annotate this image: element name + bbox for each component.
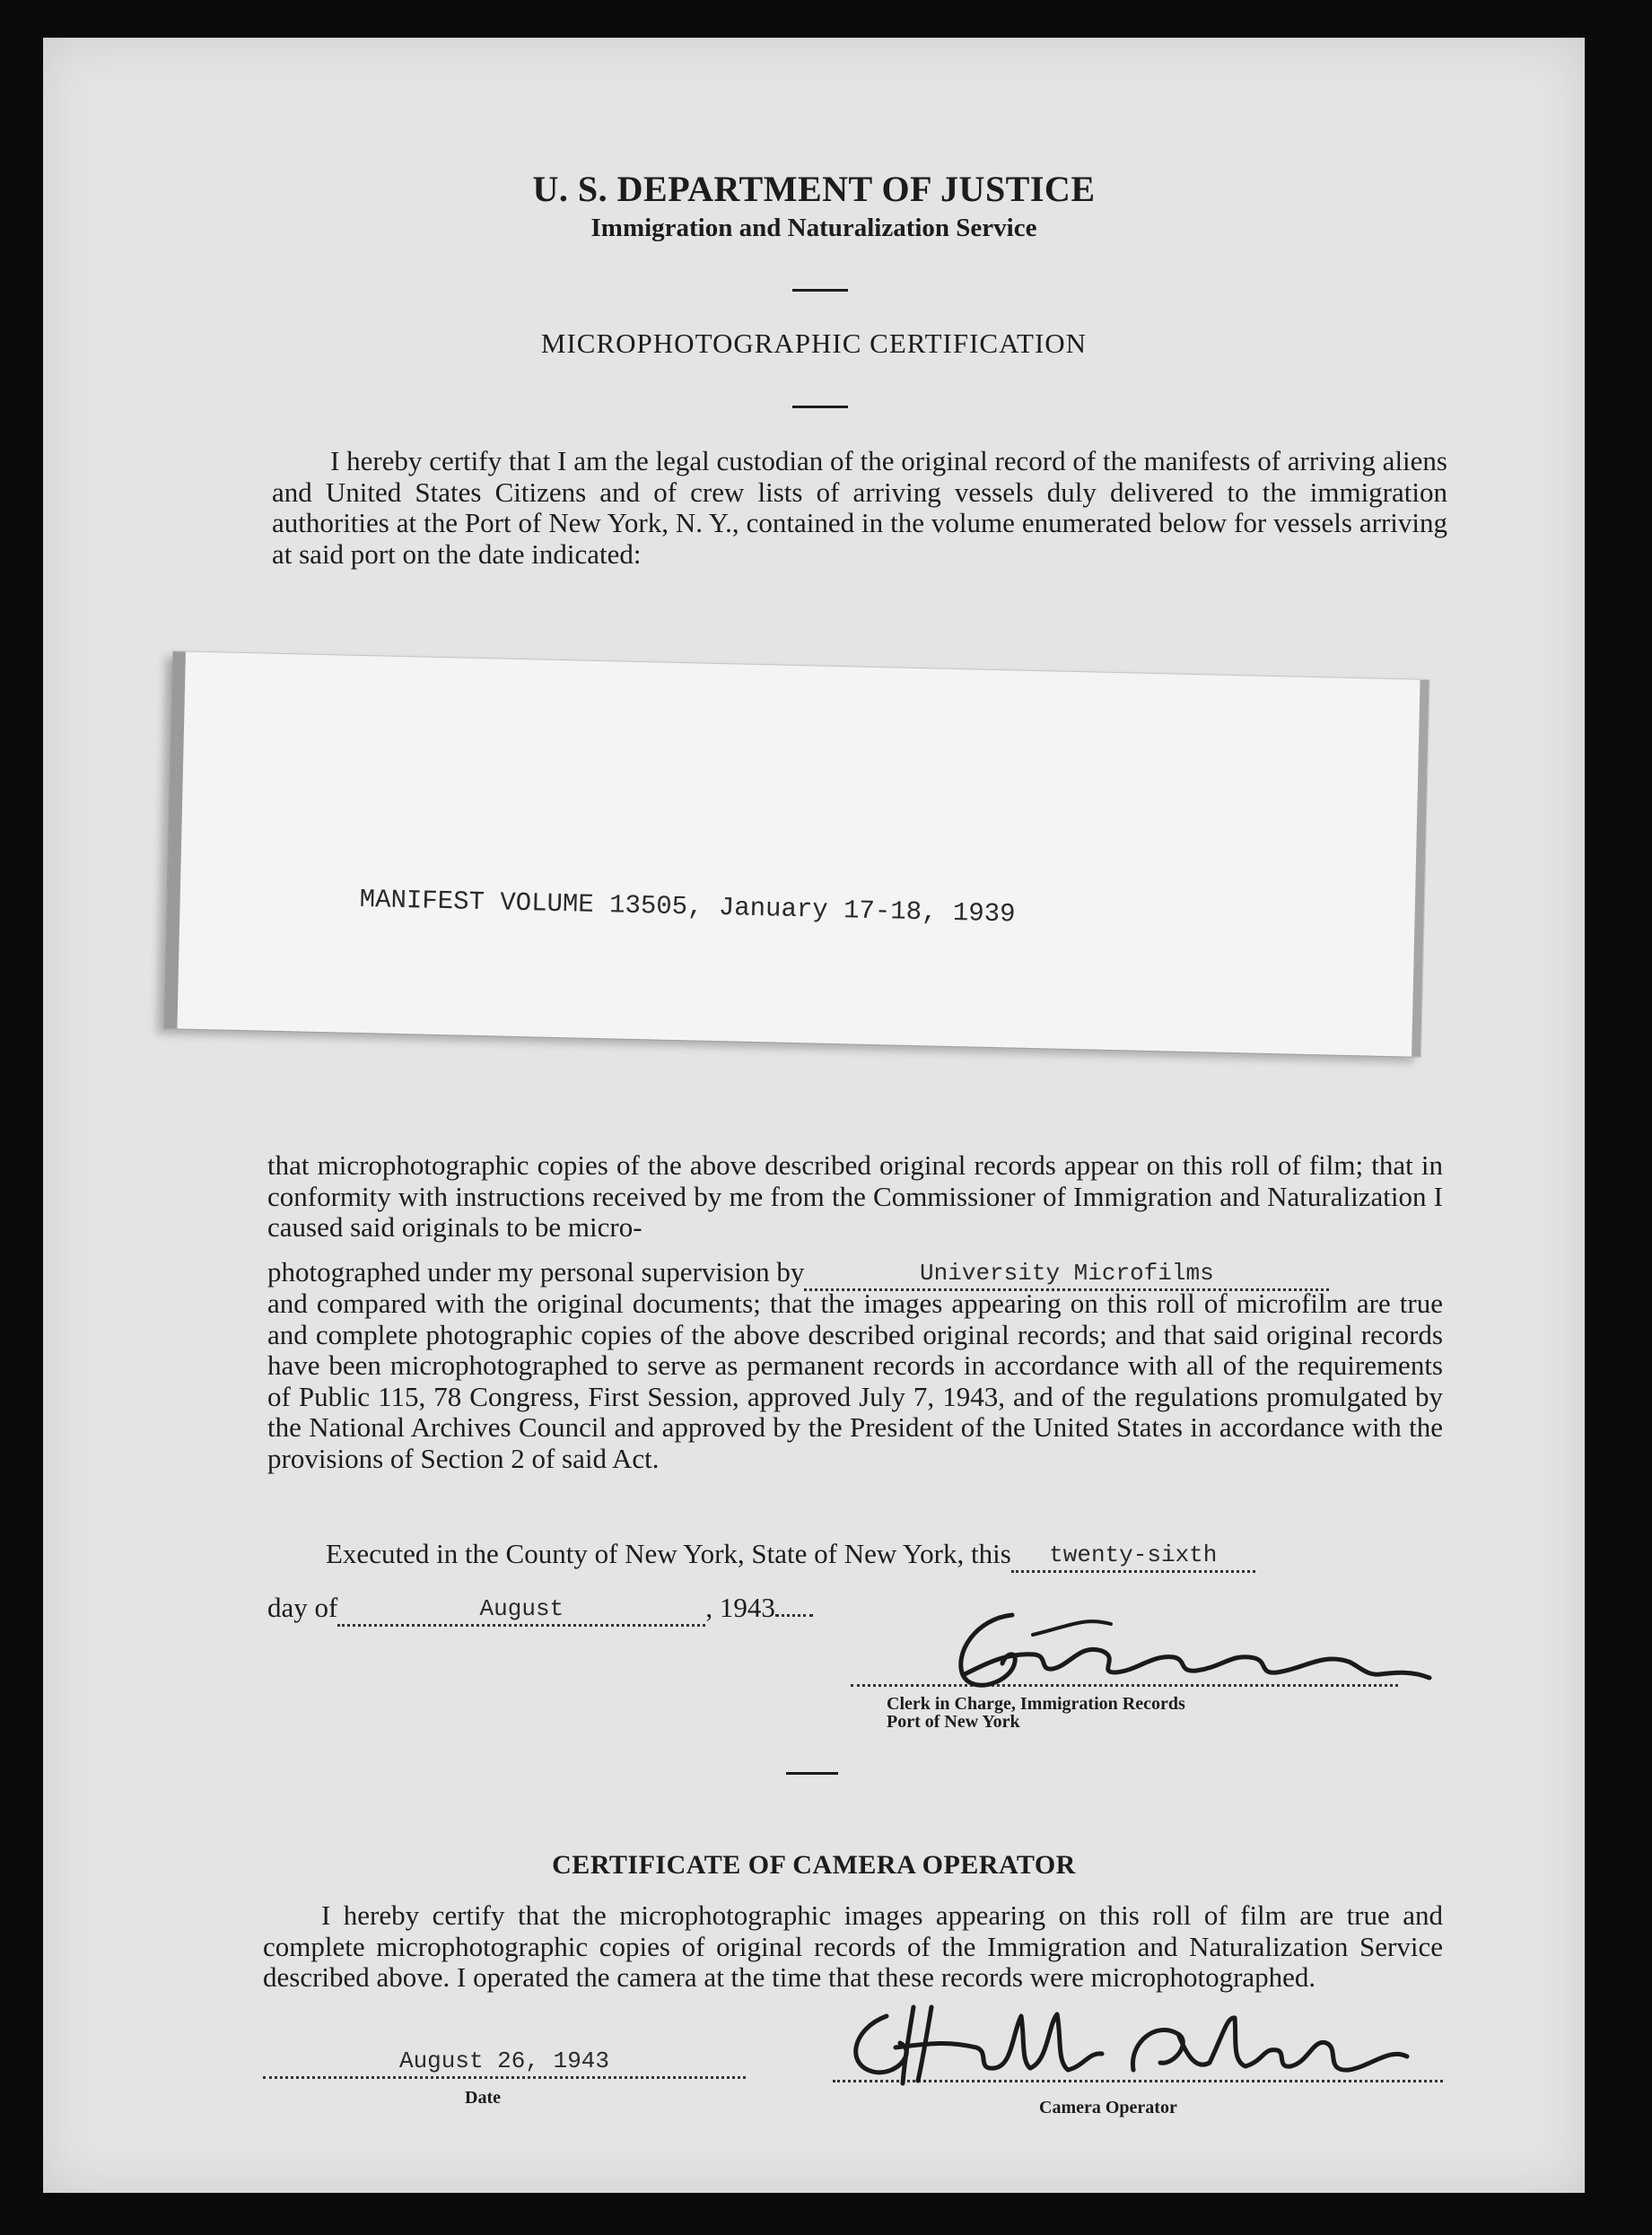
clerk-title-line2: Port of New York (887, 1712, 1020, 1732)
divider (792, 289, 848, 292)
operator-date-dots (263, 2044, 746, 2079)
month-value: August (479, 1595, 564, 1622)
supervisor-name: University Microfilms (920, 1260, 1214, 1287)
execution-prefix: Executed in the County of New York, State of New York, this (326, 1538, 1011, 1569)
camera-operator-label: Camera Operator (1039, 2098, 1177, 2117)
certificate-page (43, 38, 1585, 2193)
service-subtitle: Immigration and Naturalization Service (590, 214, 1037, 242)
year-value: , 1943 (705, 1592, 775, 1623)
day-field (1011, 1538, 1255, 1573)
camera-operator-heading: CERTIFICATE OF CAMERA OPERATOR (552, 1850, 1076, 1880)
camera-operator-paragraph: I hereby certify that the microphotographic images appearing on this roll of film are true and complete microphotographic copies of original records of the Immigration and Naturalization Service described above. I operated the camera at the time that these records were microphotographed. (263, 1899, 1443, 1993)
operator-date-label: Date (465, 2088, 501, 2108)
divider (792, 406, 848, 408)
supervision-line (267, 1256, 1329, 1291)
day-written: twenty-sixth (1049, 1541, 1218, 1568)
body-paragraph-1: that microphotographic copies of the above described original records appear on this roll of film; that in conformity with instructions received by me from the Commissioner of Immigration and Naturalization I caused said originals to be micro- (267, 1149, 1443, 1243)
volume-label-card (164, 651, 1429, 1057)
clerk-signature (927, 1599, 1429, 1702)
year-dots (775, 1614, 813, 1617)
operator-date-field (263, 2044, 746, 2079)
day-of-label: day of (267, 1592, 338, 1623)
certification-heading: MICROPHOTOGRAPHIC CERTIFICATION (540, 327, 1088, 359)
manifest-volume-label: MANIFEST VOLUME 13505, January 17-18, 1939 (359, 884, 1016, 930)
body-paragraph-2: and compared with the original documents; that the images appearing on this roll of microfilm are true and complete photographic copies of the above described original records; and that said original records have been microphotographed to serve as permanent records in accordance with all of the requirements of Public 115, 78 Congress, First Session, approved July 7, 1943, and of the regulations promulgated by the National Archives Council and approved by the President of the United States in accordance with the provisions of Section 2 of said Act. (267, 1288, 1443, 1474)
intro-paragraph: I hereby certify that I am the legal custodian of the original record of the manifests of arriving aliens and United States Citizens and of crew lists of arriving vessels duly delivered to the immigration authorities at the Port of New York, N. Y., contained in the volume enumerated below for vessels arriving at said port on the date indicated: (272, 445, 1447, 570)
supervisor-field (804, 1256, 1329, 1291)
operator-date-value: August 26, 1943 (398, 2047, 610, 2074)
clerk-title-line1: Clerk in Charge, Immigration Records (887, 1694, 1185, 1714)
month-field (337, 1592, 705, 1627)
execution-line (326, 1538, 1255, 1573)
operator-signature (833, 1998, 1425, 2092)
department-title: U. S. DEPARTMENT OF JUSTICE (532, 169, 1096, 209)
supervision-prefix: photographed under my personal supervision by (267, 1256, 805, 1288)
divider (786, 1772, 838, 1775)
date-line (267, 1592, 813, 1627)
